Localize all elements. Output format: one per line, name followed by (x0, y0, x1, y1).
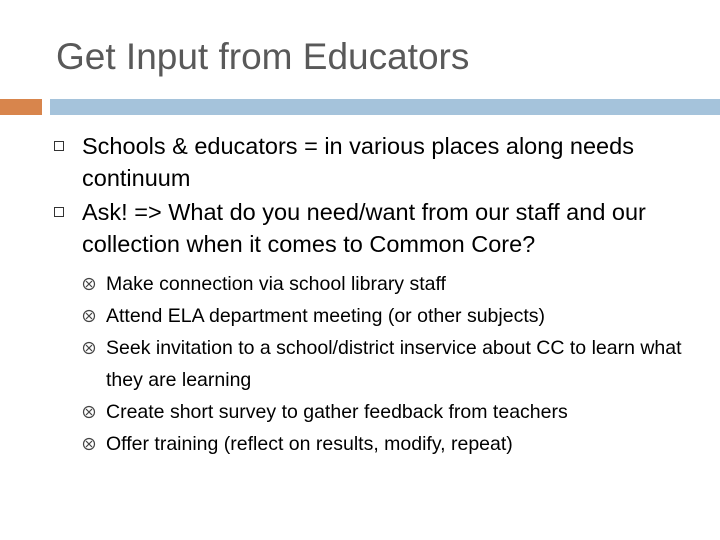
slide-title: Get Input from Educators (56, 36, 470, 77)
slide-body (0, 130, 720, 460)
sub-bullet-text: Attend ELA department meeting (or other subjects) (106, 305, 545, 327)
sub-bullet-text: Make connection via school library staff (106, 273, 446, 295)
bullet-text: Schools & educators = in various places along needs continuum (82, 133, 634, 191)
sub-bullet-text: Seek invitation to a school/district inservice about CC to learn what they are learning (106, 337, 682, 391)
bullet-text: Ask! => What do you need/want from our staff and our collection when it comes to Common Core? (82, 199, 646, 257)
sub-bullet-item (0, 396, 686, 428)
circled-cross-bullet-icon (82, 341, 96, 355)
hollow-square-bullet-icon (54, 141, 64, 151)
sub-bullet-text: Create short survey to gather feedback from teachers (106, 401, 568, 423)
sub-bullet-item (0, 428, 686, 460)
circled-cross-bullet-icon (82, 277, 96, 291)
accent-bar-blue (50, 99, 720, 115)
accent-bar-orange (0, 99, 42, 115)
sub-bullet-text: Offer training (reflect on results, modify, repeat) (106, 433, 513, 455)
sub-bullet-list (0, 268, 720, 460)
circled-cross-bullet-icon (82, 437, 96, 451)
sub-bullet-item (0, 268, 686, 300)
bullet-item (0, 196, 692, 260)
sub-bullet-item (0, 332, 686, 396)
circled-cross-bullet-icon (82, 309, 96, 323)
bullet-item (0, 130, 692, 194)
circled-cross-bullet-icon (82, 405, 96, 419)
sub-bullet-item (0, 300, 686, 332)
hollow-square-bullet-icon (54, 207, 64, 217)
